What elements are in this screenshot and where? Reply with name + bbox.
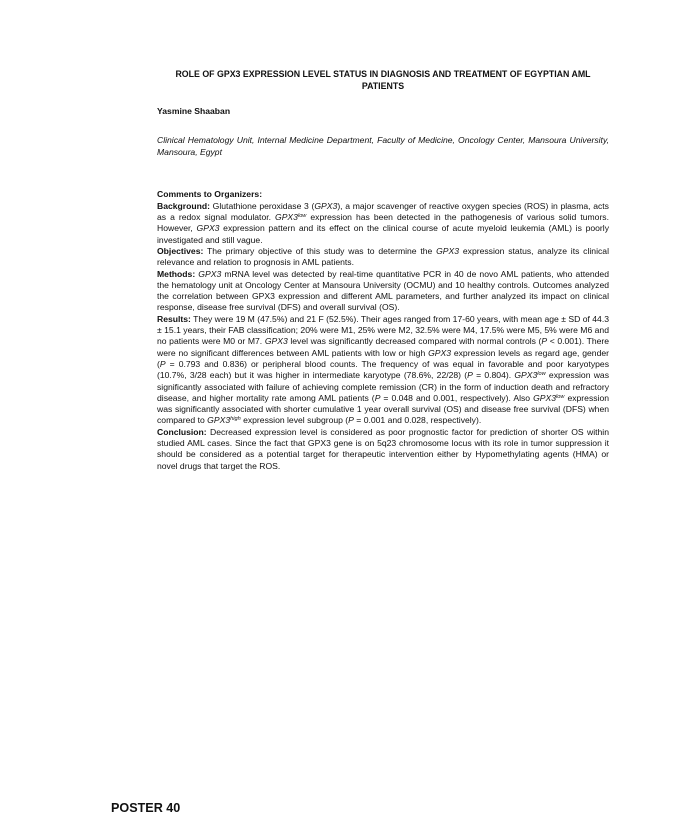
- gene-symbol: GPX3: [198, 268, 222, 279]
- gene-symbol: GPX3: [207, 415, 231, 426]
- methods-text: mRNA level was detected by real-time quantitative PCR in 40 de novo AML patients, who attended the hematology unit at Oncology Center at Mansoura University (OCMU) and 10 healthy controls. Outcomes analyzed the correlation between GPX3 expression and different AML parameters, and further analyzed its impact on clinical response, disease free survival (DFS) and overall survival (OS).: [157, 268, 609, 313]
- author-affiliation: Clinical Hematology Unit, Internal Medicine Department, Faculty of Medicine, Oncology Center, Mansoura University, Mansoura, Egypt: [157, 135, 609, 157]
- results-text: expression was significantly associated with failure of achieving complete remission (CR) in the form of induction death and refractory disease, and higher mortality rate among AML patients (: [157, 370, 609, 403]
- gene-superscript: low: [297, 212, 307, 219]
- methods-section: [157, 269, 609, 314]
- results-text: level was significantly decreased compared with normal controls (: [287, 336, 542, 347]
- background-text: Glutathione peroxidase 3 (: [210, 200, 315, 211]
- abstract-body: [157, 68, 609, 472]
- results-text: expression levels as regard age, gender (: [157, 347, 609, 369]
- gene-symbol: GPX3: [514, 370, 538, 381]
- results-text: = 0.001 and 0.028, respectively).: [353, 415, 482, 426]
- gene-symbol: GPX3: [428, 347, 452, 358]
- conclusion-section: [157, 427, 609, 472]
- gene-symbol: GPX3: [533, 392, 557, 403]
- background-text: expression pattern and its effect on the clinical course of acute myeloid leukemia (AML) is poorly investigated and still vague.: [157, 223, 609, 245]
- gene-symbol: GPX3: [264, 336, 288, 347]
- background-text: expression has been detected in the pathogenesis of various solid tumors. However,: [157, 212, 609, 234]
- p-value-symbol: P: [374, 392, 381, 403]
- background-text: ), a major scavenger of reactive oxygen species (ROS) in plasma, acts as a redox signal modulator.: [157, 200, 609, 223]
- poster-number: POSTER 40: [111, 801, 181, 815]
- p-value-symbol: P: [159, 358, 166, 369]
- gene-superscript: high: [230, 416, 241, 423]
- results-label: Results:: [157, 313, 191, 324]
- abstract-title: ROLE OF GPX3 EXPRESSION LEVEL STATUS IN DIAGNOSIS AND TREATMENT OF EGYPTIAN AML PATIENTS: [175, 69, 591, 91]
- results-text: expression level subgroup (: [240, 415, 349, 426]
- gene-superscript: low: [556, 393, 565, 400]
- background-section: [157, 201, 609, 246]
- gene-symbol: GPX3: [314, 200, 338, 211]
- results-section: [157, 314, 609, 427]
- results-text: = 0.793 and 0.836) or peripheral blood counts. The frequency of was equal in favorable and poor karyotypes (10.7%, 3/28 each) but it was higher in intermediate karyotype (78.6%, 22/28) (: [157, 358, 609, 381]
- p-value-symbol: P: [467, 370, 473, 381]
- results-text: = 0.804).: [472, 370, 515, 381]
- objectives-text: The primary objective of this study was to determine the: [203, 245, 437, 256]
- conclusion-text: Decreased expression level is considered as poor prognostic factor for prediction of shorter OS within studied AML cases. Since the fact that GPX3 gene is on 5q23 chromosome locus with its role in tumor suppression it should be considered as a potential target for therapeutic intervention either by Hypomethylating agents (HMA) or novel drugs that target the ROS.: [157, 426, 609, 471]
- comments-heading: Comments to Organizers:: [157, 189, 263, 200]
- objectives-label: Objectives:: [157, 245, 204, 256]
- p-value-symbol: P: [348, 415, 354, 426]
- objectives-section: [157, 246, 609, 269]
- results-text: < 0.001). There were no significant differences between AML patients with low or high: [157, 336, 610, 358]
- results-text: expression was significantly associated with shorter cumulative 1 year overall survival (OS) and disease free survival (DFS) when compared to: [157, 392, 610, 426]
- methods-label: Methods:: [157, 268, 196, 279]
- conclusion-label: Conclusion:: [157, 426, 207, 437]
- background-label: Background:: [157, 200, 210, 211]
- gene-symbol: GPX3: [275, 212, 298, 223]
- p-value-symbol: P: [541, 336, 548, 347]
- gene-symbol: GPX3: [196, 223, 220, 234]
- objectives-text: expression status, analyze its clinical relevance and relation to prognosis in AML patients.: [157, 245, 609, 268]
- author-name: Yasmine Shaaban: [157, 106, 231, 116]
- results-text: They were 19 M (47.5%) and 21 F (52.5%). Their ages ranged from 17-60 years, with mean age ± SD of 44.3 ± 15.1 years, their FAB classification; 20% were M1, 25% were M2, 32.5% were M4, 17.5% were M5, 5% were M6 and no patients were M0 or M7.: [157, 313, 609, 347]
- results-text: = 0.048 and 0.001, respectively). Also: [380, 392, 534, 403]
- gene-symbol: GPX3: [436, 245, 460, 256]
- gene-superscript: low: [537, 371, 546, 378]
